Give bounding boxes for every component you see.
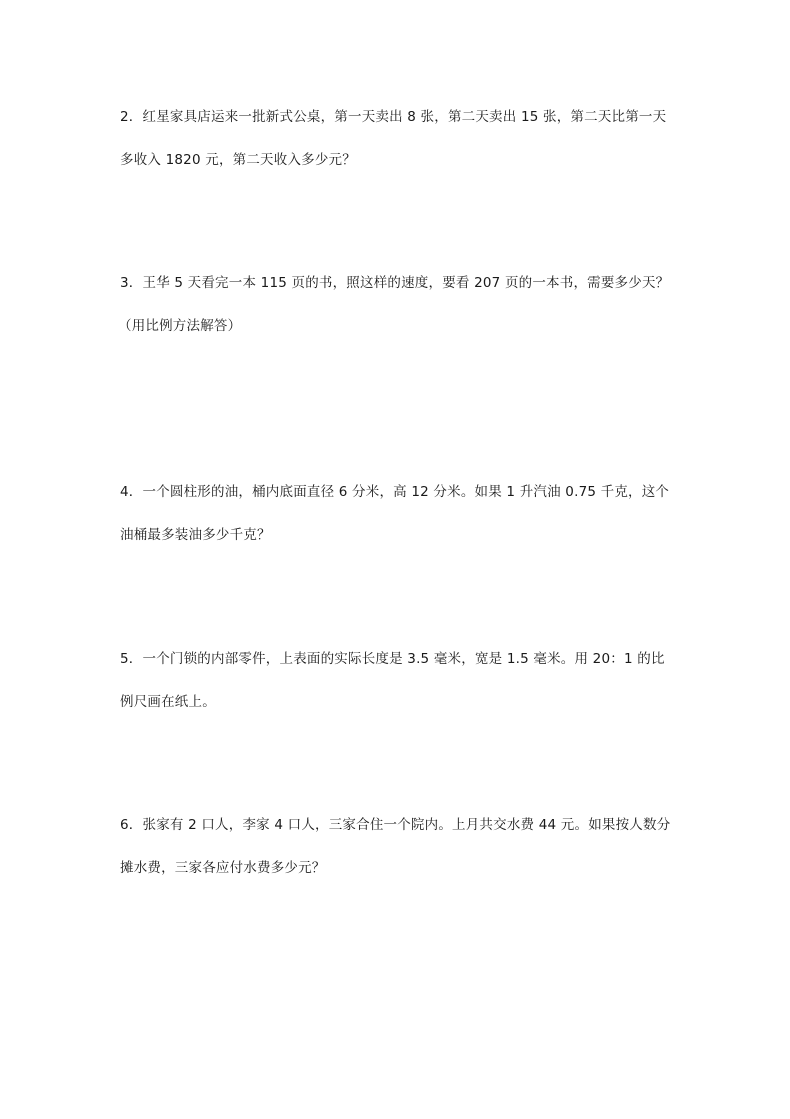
- question-2-line-2: 多收入 1820 元，第二天收入多少元？: [120, 152, 356, 168]
- question-3-line-2: （用比例方法解答）: [118, 318, 242, 334]
- question-3-line-1: 3．王华 5 天看完一本 115 页的书，照这样的速度，要看 207 页的一本书，需要多少天？: [120, 275, 670, 291]
- question-6-line-1: 6．张家有 2 口人，李家 4 口人，三家合住一个院内。上月共交水费 44 元。如果按人数分: [120, 817, 671, 833]
- question-5-line-2: 例尺画在纸上。: [120, 694, 216, 710]
- question-5-line-1: 5．一个门锁的内部零件，上表面的实际长度是 3.5 毫米，宽是 1.5 毫米。用 20：1 的比: [120, 651, 665, 667]
- question-6-line-2: 摊水费，三家各应付水费多少元？: [120, 860, 326, 876]
- question-4-line-2: 油桶最多装油多少千克？: [120, 527, 271, 543]
- question-4-line-1: 4．一个圆柱形的油，桶内底面直径 6 分米，高 12 分米。如果 1 升汽油 0.75 千克，这个: [120, 484, 670, 500]
- question-2-line-1: 2．红星家具店运来一批新式公桌，第一天卖出 8 张，第二天卖出 15 张，第二天比第一天: [120, 109, 667, 125]
